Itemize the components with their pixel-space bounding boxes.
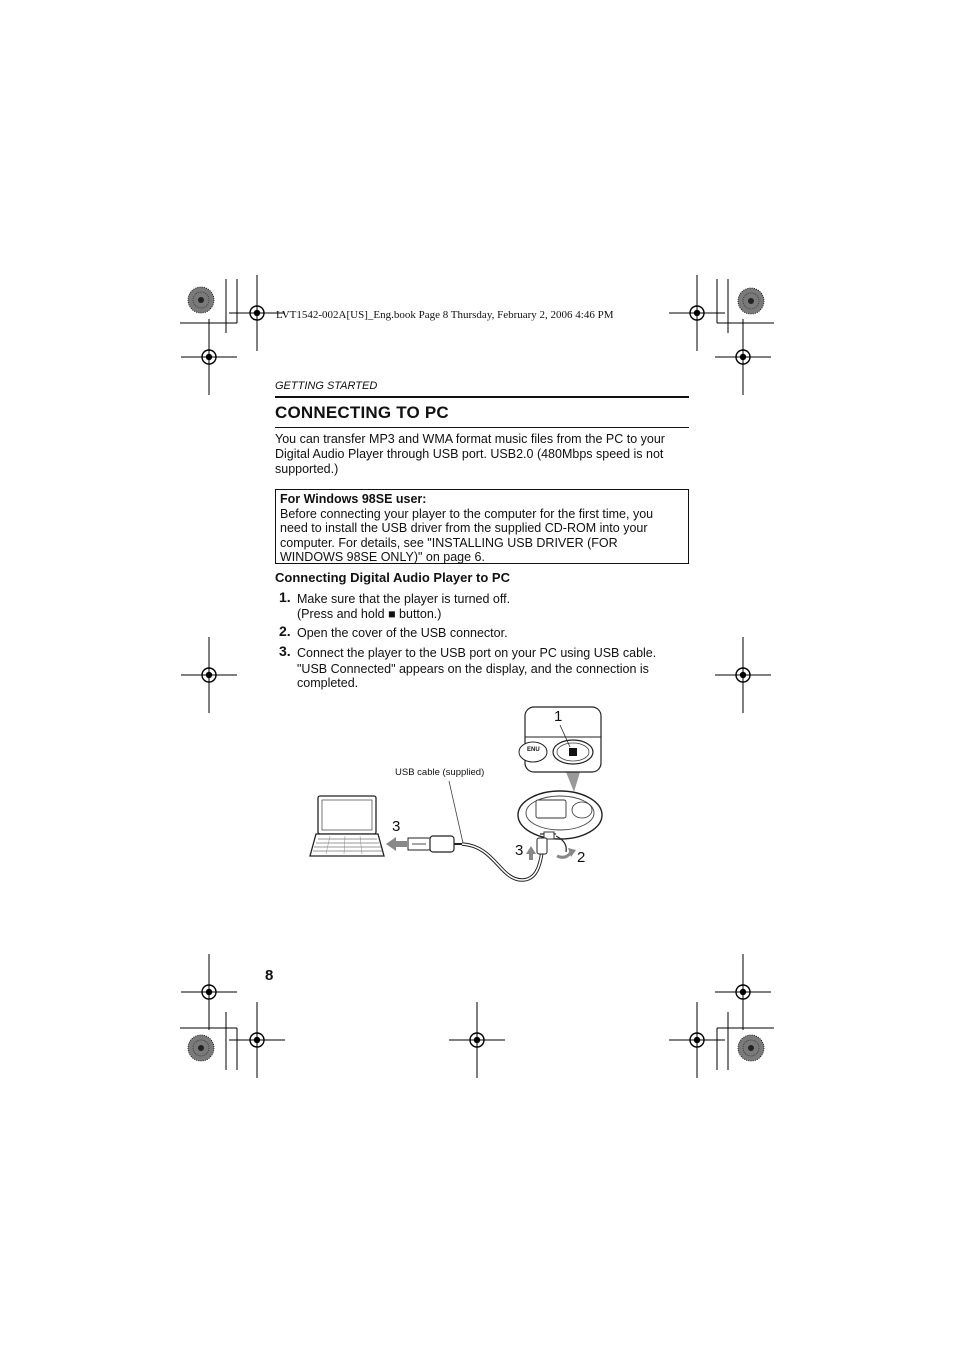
star-target-top-right	[738, 288, 764, 314]
step-text: Make sure that the player is turned off.	[297, 592, 511, 606]
step-number: 2.	[279, 623, 291, 639]
step-text: "USB Connected" appears on the display, and the connection is	[297, 662, 649, 676]
file-header-line: LVT1542-002A[US]_Eng.book Page 8 Thursday, February 2, 2006 4:46 PM	[276, 309, 614, 321]
star-target-top-left	[188, 287, 214, 313]
star-target-bottom-right	[738, 1035, 764, 1061]
callout-3-left: 3	[392, 818, 401, 835]
title-rule	[275, 427, 689, 428]
step-text: completed.	[297, 676, 359, 690]
subheading: Connecting Digital Audio Player to PC	[275, 570, 510, 585]
callout-3-right: 3	[515, 842, 524, 859]
section-label: GETTING STARTED	[275, 380, 378, 392]
cable-caption: USB cable (supplied)	[395, 767, 485, 778]
page-title: CONNECTING TO PC	[275, 403, 449, 422]
audio-player-icon	[518, 791, 602, 854]
step-number: 3.	[279, 643, 291, 659]
callout-2: 2	[577, 849, 586, 866]
section-rule	[275, 396, 689, 398]
arrow-up-icon	[526, 846, 536, 860]
arrow-left-icon	[386, 837, 407, 851]
intro-paragraph: You can transfer MP3 and WMA format music files from the PC to your Digital Audio Player through USB port. USB2.0 (480Mbps speed is not supported.)	[275, 432, 665, 476]
step-number: 1.	[279, 589, 291, 605]
callout-1: 1	[554, 708, 563, 725]
step-text: Open the cover of the USB connector.	[297, 626, 508, 640]
note-body: Before connecting your player to the computer for the first time, you need to install the USB driver from the supplied CD-ROM into your computer. For details, see "INSTALLING USB DRIVER (FOR WINDOWS 98SE ONLY)" on page 6.	[280, 506, 654, 565]
step-text: (Press and hold ■ button.)	[297, 607, 442, 621]
button-label: ENU	[527, 747, 540, 753]
laptop-icon	[310, 796, 384, 856]
page-number: 8	[265, 967, 274, 984]
usb-plug-icon	[408, 836, 462, 852]
note-box	[275, 489, 689, 564]
star-target-bottom-left	[188, 1035, 214, 1061]
note-heading: For Windows 98SE user:	[280, 492, 427, 506]
step-text: Connect the player to the USB port on your PC using USB cable.	[297, 646, 657, 660]
connection-illustration	[300, 700, 620, 890]
